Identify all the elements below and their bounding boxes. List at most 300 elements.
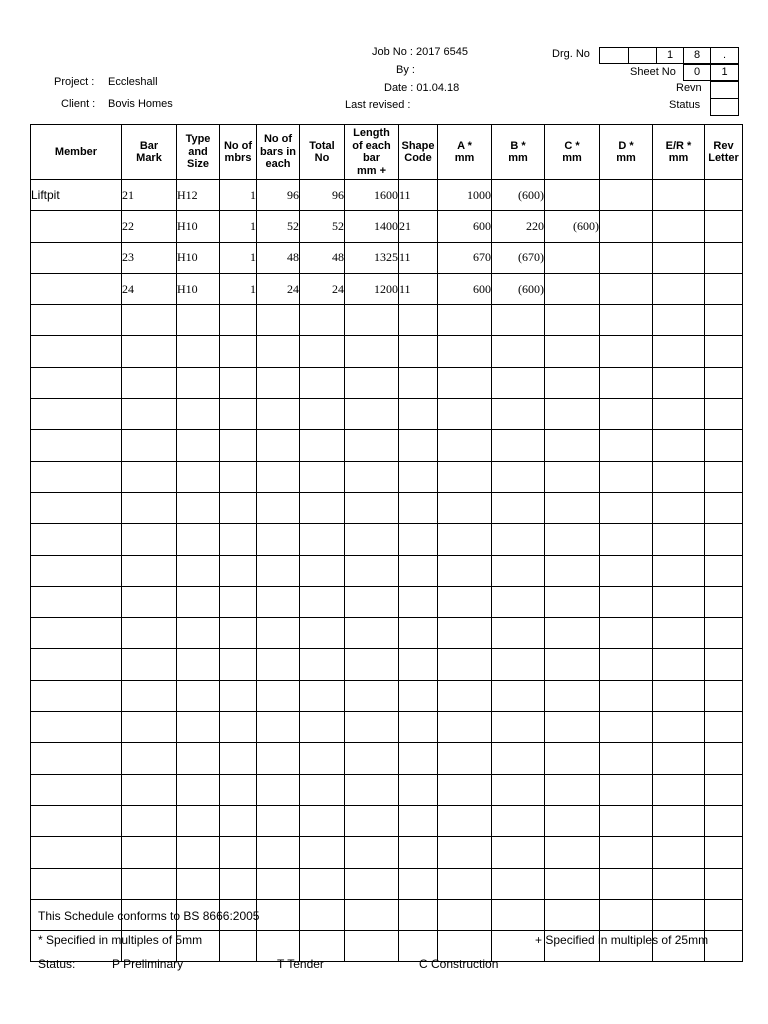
table-cell — [653, 586, 705, 617]
table-cell — [177, 712, 220, 743]
table-cell — [653, 305, 705, 336]
table-cell — [653, 743, 705, 774]
table-cell — [492, 743, 545, 774]
multiples-5mm-note: * Specified in multiples of 5mm — [38, 933, 203, 947]
table-cell — [438, 586, 492, 617]
table-cell — [545, 868, 600, 899]
table-cell — [705, 461, 743, 492]
conforms-note: This Schedule conforms to BS 8666:2005 — [38, 909, 260, 923]
table-cell — [653, 461, 705, 492]
table-cell — [545, 555, 600, 586]
table-cell — [177, 492, 220, 523]
status-legend-label: Status: — [38, 957, 76, 971]
table-cell — [31, 430, 122, 461]
table-cell — [705, 180, 743, 211]
column-header: E/R * mm — [653, 125, 705, 180]
table-cell — [653, 430, 705, 461]
table-cell — [705, 743, 743, 774]
column-header: Member — [31, 125, 122, 180]
table-cell — [345, 336, 399, 367]
table-cell — [257, 586, 300, 617]
table-cell — [438, 868, 492, 899]
table-cell — [177, 837, 220, 868]
table-cell — [220, 367, 257, 398]
table-cell: 96 — [257, 180, 300, 211]
table-cell — [177, 336, 220, 367]
table-cell — [257, 430, 300, 461]
table-cell — [122, 399, 177, 430]
table-cell — [177, 461, 220, 492]
table-cell — [122, 430, 177, 461]
table-cell — [31, 586, 122, 617]
sheet-no-box-1: 0 — [683, 64, 711, 81]
table-cell — [177, 649, 220, 680]
table-cell — [257, 492, 300, 523]
table-cell — [300, 555, 345, 586]
table-cell — [122, 837, 177, 868]
table-cell — [600, 399, 653, 430]
table-row — [31, 211, 743, 242]
table-cell — [492, 712, 545, 743]
table-cell — [705, 399, 743, 430]
table-cell — [545, 805, 600, 836]
table-cell: 21 — [122, 180, 177, 211]
table-cell — [300, 492, 345, 523]
table-cell — [300, 837, 345, 868]
by-label: By : — [396, 64, 415, 76]
table-cell — [705, 712, 743, 743]
table-cell — [300, 430, 345, 461]
table-cell — [545, 461, 600, 492]
table-cell: 22 — [122, 211, 177, 242]
table-cell — [257, 336, 300, 367]
table-cell — [122, 367, 177, 398]
table-cell — [399, 649, 438, 680]
empty-table-row — [31, 430, 743, 461]
table-cell: H12 — [177, 180, 220, 211]
table-cell — [600, 242, 653, 273]
table-cell — [31, 336, 122, 367]
drg-no-box-3: 1 — [656, 47, 684, 64]
table-cell — [492, 305, 545, 336]
table-cell — [345, 649, 399, 680]
table-cell — [545, 586, 600, 617]
table-cell — [438, 680, 492, 711]
column-header: No of bars in each — [257, 125, 300, 180]
table-cell — [399, 868, 438, 899]
table-cell — [545, 492, 600, 523]
table-cell — [600, 868, 653, 899]
date-label: Date : 01.04.18 — [384, 82, 460, 94]
table-cell — [220, 430, 257, 461]
table-cell — [653, 899, 705, 930]
table-cell: 24 — [122, 273, 177, 304]
table-cell — [345, 399, 399, 430]
table-cell — [220, 618, 257, 649]
table-cell — [653, 618, 705, 649]
empty-table-row — [31, 492, 743, 523]
table-cell — [345, 805, 399, 836]
table-cell — [122, 586, 177, 617]
table-cell — [220, 774, 257, 805]
sheet-no-box-2: 1 — [710, 64, 739, 81]
table-cell — [653, 273, 705, 304]
table-cell — [122, 712, 177, 743]
table-cell — [399, 805, 438, 836]
status-preliminary: P Preliminary — [112, 957, 184, 971]
table-cell — [492, 680, 545, 711]
table-cell — [122, 868, 177, 899]
column-header: No of mbrs — [220, 125, 257, 180]
empty-table-row — [31, 774, 743, 805]
table-cell — [122, 774, 177, 805]
table-cell — [653, 211, 705, 242]
table-cell — [600, 273, 653, 304]
table-cell — [31, 367, 122, 398]
table-cell — [545, 399, 600, 430]
bar-schedule-table — [30, 124, 743, 962]
table-cell — [177, 618, 220, 649]
table-cell: 1 — [220, 273, 257, 304]
table-cell — [438, 336, 492, 367]
empty-table-row — [31, 305, 743, 336]
table-cell — [300, 524, 345, 555]
table-cell — [345, 430, 399, 461]
table-cell — [705, 367, 743, 398]
table-cell — [545, 712, 600, 743]
table-cell: 48 — [257, 242, 300, 273]
table-cell — [399, 712, 438, 743]
multiples-25mm-note: + Specified in multiples of 25mm — [535, 933, 709, 947]
table-cell — [399, 743, 438, 774]
table-cell — [31, 242, 122, 273]
table-cell — [345, 618, 399, 649]
table-cell — [177, 868, 220, 899]
table-cell — [438, 524, 492, 555]
table-cell — [399, 524, 438, 555]
table-cell: 1 — [220, 211, 257, 242]
table-cell — [438, 649, 492, 680]
column-header: Length of each bar mm + — [345, 125, 399, 180]
table-cell: Liftpit — [31, 180, 122, 211]
empty-table-row — [31, 837, 743, 868]
table-cell — [492, 649, 545, 680]
table-cell — [600, 492, 653, 523]
table-cell — [545, 743, 600, 774]
table-cell — [705, 242, 743, 273]
table-cell: 52 — [257, 211, 300, 242]
empty-table-row — [31, 367, 743, 398]
table-cell — [177, 430, 220, 461]
table-cell — [438, 899, 492, 930]
table-cell — [545, 524, 600, 555]
empty-table-row — [31, 743, 743, 774]
table-cell: 24 — [257, 273, 300, 304]
table-cell — [31, 618, 122, 649]
table-cell — [600, 336, 653, 367]
table-cell — [705, 618, 743, 649]
table-cell — [492, 367, 545, 398]
table-cell — [122, 649, 177, 680]
table-cell — [300, 899, 345, 930]
table-cell — [653, 524, 705, 555]
table-cell: 23 — [122, 242, 177, 273]
table-cell — [177, 555, 220, 586]
table-cell — [177, 524, 220, 555]
table-cell: 1000 — [438, 180, 492, 211]
sheet-no-label: Sheet No — [630, 66, 676, 78]
table-cell — [31, 461, 122, 492]
table-cell — [257, 367, 300, 398]
table-cell — [600, 180, 653, 211]
table-cell — [545, 367, 600, 398]
table-cell — [220, 868, 257, 899]
table-cell — [345, 712, 399, 743]
table-cell — [545, 430, 600, 461]
table-cell — [492, 524, 545, 555]
table-cell — [345, 868, 399, 899]
table-cell — [220, 336, 257, 367]
revn-label: Revn — [676, 82, 702, 94]
table-cell — [600, 618, 653, 649]
table-cell — [600, 837, 653, 868]
drg-no-box-4: 8 — [683, 47, 711, 64]
table-cell — [653, 837, 705, 868]
table-cell — [122, 805, 177, 836]
empty-table-row — [31, 461, 743, 492]
table-cell — [300, 399, 345, 430]
table-cell — [300, 461, 345, 492]
table-cell — [399, 774, 438, 805]
table-cell — [438, 430, 492, 461]
column-header: Rev Letter — [705, 125, 743, 180]
table-cell — [492, 805, 545, 836]
column-header: Total No — [300, 125, 345, 180]
table-cell — [438, 399, 492, 430]
table-cell — [399, 305, 438, 336]
table-cell — [545, 899, 600, 930]
table-cell — [438, 743, 492, 774]
column-header: B * mm — [492, 125, 545, 180]
table-cell: 21 — [399, 211, 438, 242]
table-cell — [438, 461, 492, 492]
table-cell — [399, 492, 438, 523]
table-cell — [653, 774, 705, 805]
table-cell — [600, 555, 653, 586]
table-cell — [31, 837, 122, 868]
table-cell — [705, 524, 743, 555]
empty-table-row — [31, 336, 743, 367]
table-cell: 1600 — [345, 180, 399, 211]
table-cell — [300, 712, 345, 743]
table-cell — [31, 805, 122, 836]
table-cell — [300, 367, 345, 398]
table-cell — [705, 336, 743, 367]
table-cell — [653, 242, 705, 273]
table-body — [31, 180, 743, 962]
table-cell — [345, 931, 399, 962]
table-cell — [177, 774, 220, 805]
status-box — [710, 98, 739, 116]
table-cell — [545, 305, 600, 336]
table-cell — [345, 586, 399, 617]
table-cell — [705, 430, 743, 461]
table-cell — [653, 868, 705, 899]
table-cell — [600, 211, 653, 242]
table-cell: H10 — [177, 273, 220, 304]
table-cell: 96 — [300, 180, 345, 211]
table-cell — [653, 712, 705, 743]
table-cell: 600 — [438, 273, 492, 304]
table-cell — [300, 805, 345, 836]
table-cell — [705, 586, 743, 617]
table-cell — [438, 618, 492, 649]
table-cell — [257, 899, 300, 930]
table-cell — [600, 743, 653, 774]
table-cell — [600, 774, 653, 805]
table-cell — [220, 399, 257, 430]
table-cell — [31, 680, 122, 711]
table-cell — [122, 743, 177, 774]
table-cell — [257, 555, 300, 586]
table-cell — [345, 367, 399, 398]
table-cell — [177, 399, 220, 430]
table-cell — [399, 399, 438, 430]
table-cell — [220, 743, 257, 774]
table-cell — [545, 242, 600, 273]
table-cell — [345, 774, 399, 805]
table-cell — [31, 273, 122, 304]
client-label: Client : — [61, 98, 96, 110]
table-cell — [220, 461, 257, 492]
table-cell — [220, 712, 257, 743]
table-cell: 1200 — [345, 273, 399, 304]
table-cell — [438, 305, 492, 336]
table-cell — [300, 774, 345, 805]
table-cell — [257, 743, 300, 774]
table-cell — [257, 461, 300, 492]
table-cell — [122, 492, 177, 523]
empty-table-row — [31, 524, 743, 555]
drg-no-box-2 — [628, 47, 657, 64]
table-cell — [177, 367, 220, 398]
client-value: Bovis Homes — [108, 98, 173, 110]
empty-table-row — [31, 399, 743, 430]
table-cell: 1 — [220, 242, 257, 273]
table-cell — [600, 712, 653, 743]
table-cell — [345, 492, 399, 523]
table-cell — [492, 461, 545, 492]
table-cell: 1400 — [345, 211, 399, 242]
table-cell — [600, 586, 653, 617]
table-cell — [399, 680, 438, 711]
status-construction: C Construction — [419, 957, 499, 971]
table-cell: (600) — [492, 273, 545, 304]
table-cell — [653, 555, 705, 586]
table-cell — [220, 586, 257, 617]
table-cell — [31, 868, 122, 899]
column-header: A * mm — [438, 125, 492, 180]
table-cell — [705, 931, 743, 962]
table-cell — [705, 774, 743, 805]
table-cell — [399, 367, 438, 398]
table-row — [31, 180, 743, 211]
table-cell — [492, 774, 545, 805]
table-cell — [653, 336, 705, 367]
table-cell: 1325 — [345, 242, 399, 273]
empty-table-row — [31, 868, 743, 899]
table-cell — [492, 492, 545, 523]
table-cell: 1 — [220, 180, 257, 211]
table-cell — [220, 649, 257, 680]
table-cell: 48 — [300, 242, 345, 273]
table-cell: (600) — [492, 180, 545, 211]
table-cell — [177, 305, 220, 336]
table-cell: 11 — [399, 242, 438, 273]
column-header: Type and Size — [177, 125, 220, 180]
table-cell — [438, 805, 492, 836]
table-cell — [122, 461, 177, 492]
table-cell — [300, 586, 345, 617]
table-cell — [399, 336, 438, 367]
table-cell — [300, 680, 345, 711]
table-cell — [492, 899, 545, 930]
table-cell — [438, 774, 492, 805]
table-cell — [545, 273, 600, 304]
table-cell: H10 — [177, 242, 220, 273]
table-cell — [300, 305, 345, 336]
table-cell — [31, 524, 122, 555]
empty-table-row — [31, 586, 743, 617]
table-cell — [492, 336, 545, 367]
table-cell — [257, 837, 300, 868]
revn-box — [710, 81, 739, 99]
table-cell — [438, 555, 492, 586]
table-cell — [345, 743, 399, 774]
table-cell — [300, 336, 345, 367]
table-cell — [399, 899, 438, 930]
table-cell — [345, 837, 399, 868]
table-cell — [492, 430, 545, 461]
table-cell — [345, 524, 399, 555]
table-cell — [600, 305, 653, 336]
empty-table-row — [31, 618, 743, 649]
table-cell — [177, 805, 220, 836]
drg-no-box-5: . — [710, 47, 739, 64]
table-cell — [257, 868, 300, 899]
table-cell — [177, 586, 220, 617]
table-cell — [545, 774, 600, 805]
table-cell — [600, 805, 653, 836]
table-cell — [345, 680, 399, 711]
table-cell — [705, 211, 743, 242]
column-header: Shape Code — [399, 125, 438, 180]
table-cell — [31, 492, 122, 523]
table-cell — [257, 712, 300, 743]
table-cell: 670 — [438, 242, 492, 273]
table-cell: (670) — [492, 242, 545, 273]
table-cell — [345, 899, 399, 930]
table-cell — [545, 649, 600, 680]
table-cell — [122, 305, 177, 336]
table-cell — [545, 336, 600, 367]
table-cell — [600, 649, 653, 680]
table-cell — [257, 305, 300, 336]
table-cell — [705, 649, 743, 680]
table-cell — [31, 649, 122, 680]
table-cell — [600, 899, 653, 930]
table-cell — [399, 461, 438, 492]
